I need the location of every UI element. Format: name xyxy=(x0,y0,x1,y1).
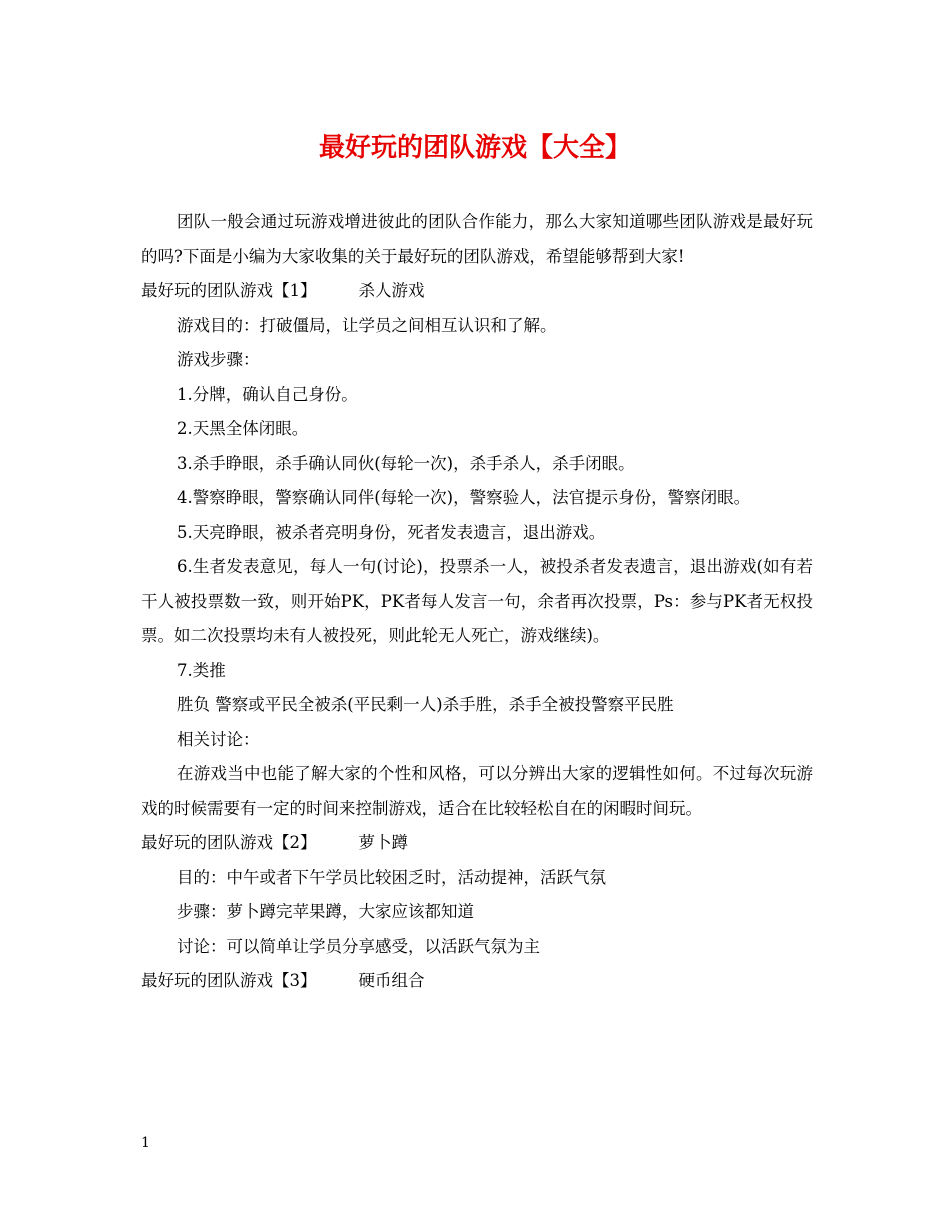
paragraph: 胜负 警察或平民全被杀(平民剩一人)杀手胜，杀手全被投警察平民胜 xyxy=(177,695,674,714)
paragraph: 在游戏当中也能了解大家的个性和风格，可以分辨出大家的逻辑性如何。不过每次玩游戏的时候需要有一定的时间来控制游戏，适合在比较轻松自在的闲暇时间玩。 xyxy=(141,764,813,818)
step-item: 4.警察睁眼，警察确认同伴(每轮一次)，警察验人，法官提示身份，警察闭眼。 xyxy=(177,488,751,507)
section-heading-2: 最好玩的团队游戏【2】 萝卜蹲 xyxy=(141,833,408,852)
section-heading-3: 最好玩的团队游戏【3】 硬币组合 xyxy=(141,971,425,990)
document-body xyxy=(141,205,813,999)
paragraph: 游戏步骤： xyxy=(177,350,260,369)
paragraph: 目的：中午或者下午学员比较困乏时，活动提神，活跃气氛 xyxy=(177,867,606,887)
paragraph: 讨论：可以简单让学员分享感受，以活跃气氛为主 xyxy=(177,936,540,956)
paragraph: 游戏目的：打破僵局，让学员之间相互认识和了解。 xyxy=(177,315,557,335)
step-item: 3.杀手睁眼，杀手确认同伙(每轮一次)，杀手杀人，杀手闭眼。 xyxy=(177,453,635,473)
section-heading-1: 最好玩的团队游戏【1】 杀人游戏 xyxy=(141,281,425,300)
paragraph: 相关讨论： xyxy=(177,729,260,749)
step-item: 6.生者发表意见，每人一句(讨论)，投票杀一人，被投杀者发表遗言，退出游戏(如有若干人被投票数一致，则开始PK，PK者每人发言一句，余者再次投票，Ps：参与PK者无权投票。如二次投票均未有人被投死，则此轮无人死亡，游戏继续)。 xyxy=(141,557,813,645)
step-item: 1.分牌，确认自己身份。 xyxy=(177,384,358,404)
page-number: 1 xyxy=(141,1135,150,1151)
step-item: 5.天亮睁眼，被杀者亮明身份，死者发表遗言，退出游戏。 xyxy=(177,522,606,542)
step-item: 7.类推 xyxy=(177,660,226,680)
document-title: 最好玩的团队游戏【大全】 xyxy=(318,133,631,163)
step-item: 2.天黑全体闭眼。 xyxy=(177,419,309,438)
paragraph: 步骤：萝卜蹲完苹果蹲，大家应该都知道 xyxy=(177,902,474,921)
intro-paragraph: 团队一般会通过玩游戏增进彼此的团队合作能力，那么大家知道哪些团队游戏是最好玩的吗?下面是小编为大家收集的关于最好玩的团队游戏，希望能够帮到大家! xyxy=(141,212,813,266)
